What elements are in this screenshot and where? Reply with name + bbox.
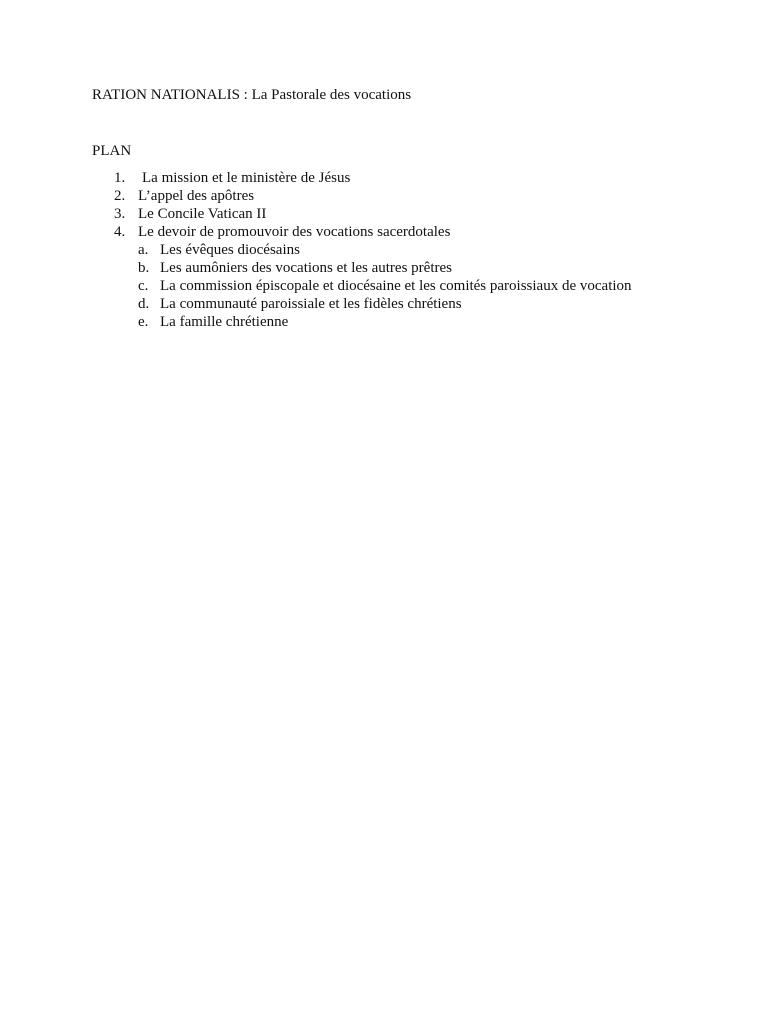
plan-list	[114, 169, 754, 331]
sub-list-item-text: Les aumôniers des vocations et les autres prêtres	[160, 260, 452, 276]
list-item-number: 4.	[114, 224, 126, 240]
list-item	[114, 187, 754, 205]
sub-list-item-letter: a.	[138, 242, 149, 258]
sub-list-item-letter: b.	[138, 260, 150, 276]
list-item	[114, 205, 754, 223]
list-item	[114, 223, 754, 241]
list-item-text: Le Concile Vatican II	[138, 206, 267, 222]
list-item-text: L’appel des apôtres	[138, 188, 255, 204]
document-title: RATION NATIONALIS : La Pastorale des vocations	[92, 87, 412, 103]
sub-list-item-letter: e.	[138, 314, 149, 330]
sub-list-item	[114, 241, 754, 259]
list-item-number: 2.	[114, 188, 126, 204]
sub-list-item-text: Les évêques diocésains	[160, 242, 300, 258]
sub-list-item-letter: d.	[138, 296, 150, 312]
sub-list-item-text: La famille chrétienne	[160, 314, 289, 330]
sub-list-item	[114, 295, 754, 313]
sub-list-item	[114, 277, 754, 295]
sub-list-item-text: La communauté paroissiale et les fidèles chrétiens	[160, 296, 462, 312]
plan-heading: PLAN	[92, 143, 132, 159]
list-item	[114, 169, 754, 187]
sub-list-item-text: La commission épiscopale et diocésaine et les comités paroissiaux de vocation	[160, 278, 632, 294]
list-item-text: La mission et le ministère de Jésus	[142, 170, 351, 186]
list-item-number: 3.	[114, 206, 126, 222]
sub-list-item-letter: c.	[138, 278, 149, 294]
list-item-number: 1.	[114, 170, 126, 186]
sub-list-item	[114, 259, 754, 277]
list-item-text: Le devoir de promouvoir des vocations sacerdotales	[138, 224, 451, 240]
sub-list-item	[114, 313, 754, 331]
